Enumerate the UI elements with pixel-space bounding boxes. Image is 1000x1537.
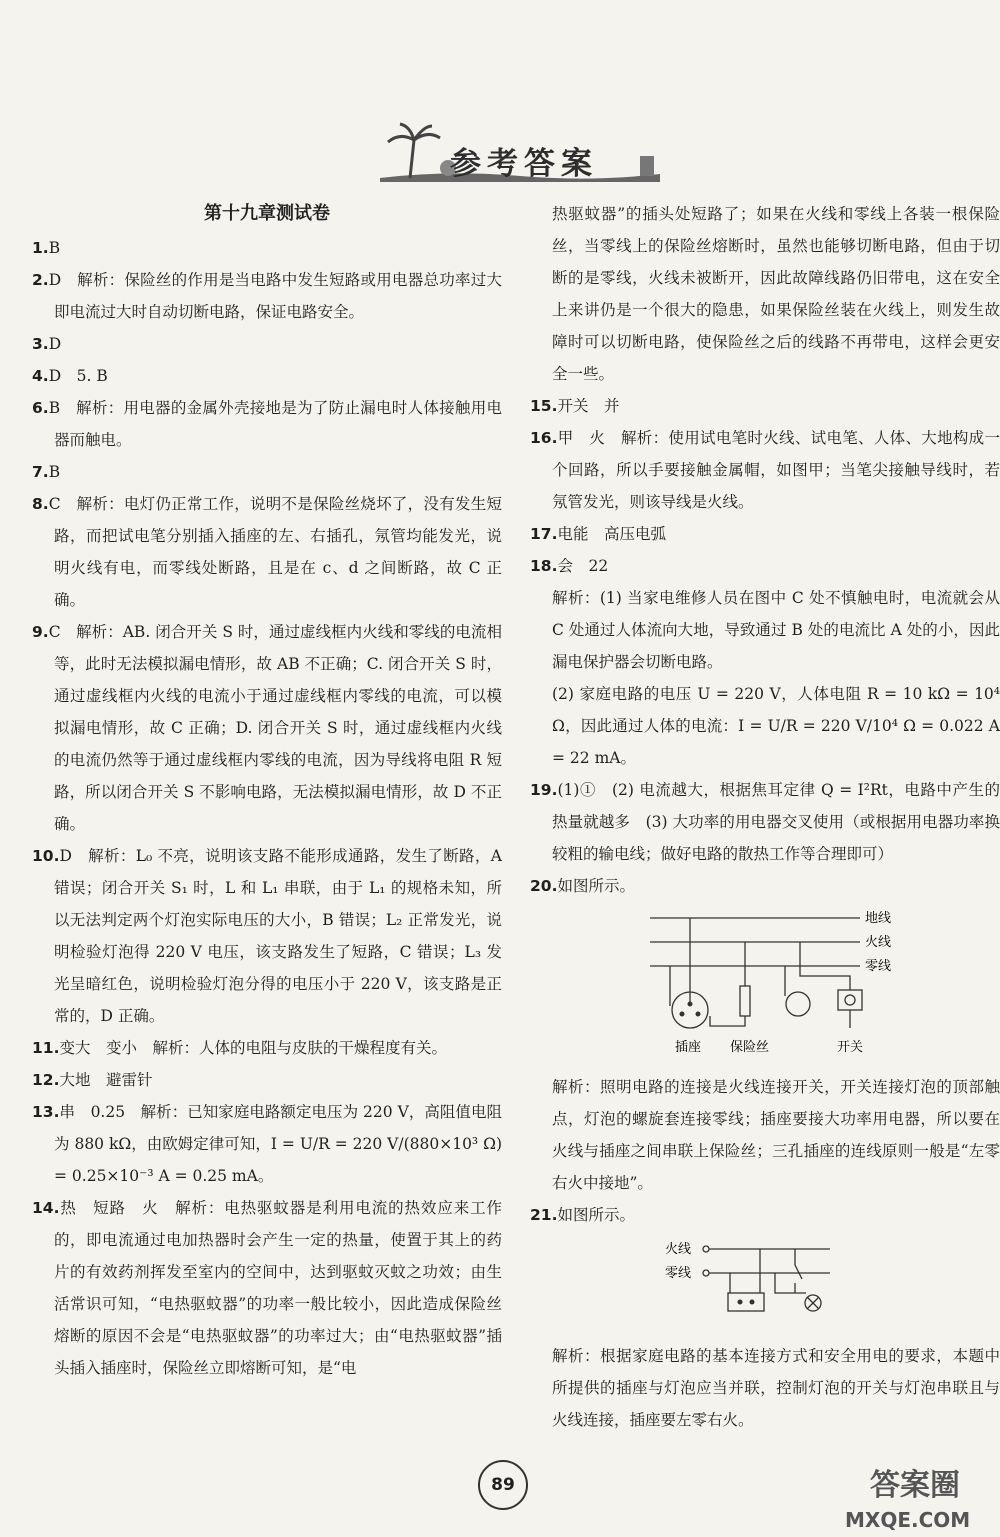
answer-text: D 解析：L₀ 不亮，说明该支路不能形成通路，发生了断路，A 错误；闭合开关 S₁ 时，L 和 L₁ 串联，由于 L₁ 的规格未知，所以无法判定两个灯泡实际电压的大小，B 错误；L₂ 正常发光，说明检验灯泡得 220 V 电压，该支路发生了短路，C 错误；L₃ 发光呈暗红色，说明检验灯泡分得的电压小于 220 V，该支路是正常的，D 正确。	[54, 847, 502, 1025]
answer-text: C 解析：电灯仍正常工作，说明不是保险丝烧坏了，没有发生短路，而把试电笔分别插入插座的左、右插孔，氖管均能发光，说明火线有电，而零线处断路，且是在 c、d 之间断路，故 C 正确。	[48, 495, 502, 609]
q18-analysis-1: 解析：(1) 当家电维修人员在图中 C 处不慎触电时，电流就会从 C 处通过人体流向大地，导致通过 B 处的电流比 A 处的小，因此漏电保护器会切断电路。	[552, 589, 1000, 671]
question-number: 11.	[32, 1039, 60, 1057]
question-number: 15.	[530, 397, 558, 415]
label-live-wire-21: 火线	[665, 1242, 692, 1257]
answer-text: 热 短路 火 解析：电热驱蚊器是利用电流的热效应来工作的，即电流通过电加热器时会产生一定的热量，使置于其上的药片的有效药剂挥发至室内的空间中，达到驱蚊灭蚊之功效；由生活常识可知，“电热驱蚊器”的功率一般比较小，因此造成保险丝熔断的原因不会是“电热驱蚊器”的功率过大；由“电热驱蚊器”插头插入插座时，保险丝立即熔断可知，是“电	[54, 1199, 502, 1377]
answer-text: D	[48, 335, 62, 353]
answer-text: 会 22	[557, 557, 609, 575]
page-title: 参考答案	[450, 146, 598, 182]
right-answer-item	[530, 390, 1000, 422]
left-answer-item	[32, 488, 502, 616]
circuit-figure-20	[530, 906, 1000, 1056]
question-number: 18.	[530, 557, 558, 575]
label-switch: 开关	[837, 1040, 864, 1055]
left-answer-item	[32, 392, 502, 456]
left-answer-item	[32, 840, 502, 1032]
right-answer-item	[530, 422, 1000, 518]
answer-text: D 5. B	[48, 367, 108, 385]
left-column	[32, 198, 502, 1384]
answer-text: 变大 变小 解析：人体的电阻与皮肤的干燥程度有关。	[59, 1039, 447, 1057]
chapter-title: 第十九章测试卷	[204, 203, 330, 224]
q20-analysis: 解析：照明电路的连接是火线连接开关，开关连接灯泡的顶部触点，灯泡的螺旋套连接零线；插座要接大功率用电器，所以要在火线与插座之间串联上保险丝；三孔插座的连线原则一般是“左零右火中接地”。	[552, 1078, 1000, 1192]
answer-text: 串 0.25 解析：已知家庭电路额定电压为 220 V，高阻值电阻为 880 kΩ，由欧姆定律可知，I = U/R = 220 V/(880×10³ Ω) = 0.25×10⁻³ A = 0.25 mA。	[54, 1103, 502, 1185]
label-neutral-wire-21: 零线	[665, 1266, 692, 1281]
answer-text: C 解析：AB. 闭合开关 S 时，通过虚线框内火线和零线的电流相等，此时无法模拟漏电情形，故 AB 不正确；C. 闭合开关 S 时，通过虚线框内火线的电流小于通过虚线框内零线的电流，可以模拟漏电情形，故 C 正确；D. 闭合开关 S 时，通过虚线框内火线的电流仍然等于通过虚线框内零线的电流，因为导线将电阻 R 短路，所以闭合开关 S 不影响电路，无法模拟漏电情形，故 D 不正确。	[48, 623, 502, 833]
label-ground-wire: 地线	[865, 911, 892, 926]
page-number: 89	[478, 1460, 528, 1510]
question-number: 17.	[530, 525, 558, 543]
right-answer-item	[530, 518, 1000, 550]
left-answer-item	[32, 232, 502, 264]
palm-tree-icon	[388, 124, 440, 178]
question-number: 8.	[32, 495, 49, 513]
question-number: 7.	[32, 463, 49, 481]
circuit-figure-21	[530, 1235, 1000, 1325]
question-number: 2.	[32, 271, 49, 289]
answer-text: 甲 火 解析：使用试电笔时火线、试电笔、人体、大地构成一个回路，所以手要接触金属帽，如图甲；当笔尖接触导线时，若氖管发光，则该导线是火线。	[552, 429, 1000, 511]
left-answer-item	[32, 1096, 502, 1192]
left-answer-item	[32, 264, 502, 328]
answer-text: B	[48, 463, 61, 481]
answer-21: 21.如图所示。	[530, 1206, 635, 1224]
question-number: 10.	[32, 847, 60, 865]
label-live-wire: 火线	[865, 935, 892, 950]
answer-text: B 解析：用电器的金属外壳接地是为了防止漏电时人体接触用电器而触电。	[48, 399, 502, 449]
answer-text: 开关 并	[557, 397, 620, 415]
question-number: 13.	[32, 1103, 60, 1121]
answer-text: D 解析：保险丝的作用是当电路中发生短路或用电器总功率过大即电流过大时自动切断电路，保证电路安全。	[48, 271, 502, 321]
question-number: 1.	[32, 239, 49, 257]
left-answer-item	[32, 616, 502, 840]
answer-20: 20.如图所示。	[530, 877, 635, 895]
left-answer-item	[32, 1032, 502, 1064]
watermark-url: MXQE.COM	[845, 1508, 971, 1532]
right-answer-item	[530, 550, 1000, 582]
left-answer-item	[32, 328, 502, 360]
label-neutral-wire: 零线	[865, 959, 892, 974]
answer-text: 大地 避雷针	[59, 1071, 153, 1089]
q21-analysis: 解析：根据家庭电路的基本连接方式和安全用电的要求，本题中所提供的插座与灯泡应当并联，控制灯泡的开关与灯泡串联且与火线连接，插座要左零右火。	[552, 1347, 1000, 1429]
answer-text: 电能 高压电弧	[557, 525, 666, 543]
question-number: 14.	[32, 1199, 60, 1217]
left-answer-item	[32, 1192, 502, 1384]
continued-answer-14: 热驱蚊器”的插头处短路了；如果在火线和零线上各装一根保险丝，当零线上的保险丝熔断时，虽然也能够切断电路，但由于切断的是零线，火线未被断开，因此故障线路仍旧带电，这在安全上来讲仍是一个很大的隐患，如果保险丝装在火线上，则发生故障时可以切断电路，使保险丝之后的线路不再带电，这样会更安全一些。	[552, 205, 1000, 383]
answer-19: 19.(1)① (2) 电流越大，根据焦耳定律 Q = I²Rt，电路中产生的热量就越多 (3) 大功率的用电器交叉使用（或根据用电器功率换较粗的输电线；做好电路的散热工作等合理即可）	[530, 781, 1000, 863]
question-number: 16.	[530, 429, 558, 447]
right-column	[530, 198, 1000, 1436]
label-fuse: 保险丝	[730, 1040, 770, 1055]
question-number: 9.	[32, 623, 49, 641]
question-number: 12.	[32, 1071, 60, 1089]
left-answer-item	[32, 1064, 502, 1096]
question-number: 4.	[32, 367, 49, 385]
watermark-logo: 答案圈	[870, 1468, 960, 1503]
left-answer-item	[32, 360, 502, 392]
q18-analysis-2: (2) 家庭电路的电压 U = 220 V，人体电阻 R = 10 kΩ = 10⁴ Ω，因此通过人体的电流：I = U/R = 220 V/10⁴ Ω = 0.022 A = 22 mA。	[552, 685, 1000, 767]
question-number: 6.	[32, 399, 49, 417]
label-socket: 插座	[675, 1040, 702, 1055]
left-answer-item	[32, 456, 502, 488]
answer-list-right	[530, 390, 1000, 582]
answer-list-left	[32, 232, 502, 1384]
answer-text: B	[48, 239, 61, 257]
question-number: 3.	[32, 335, 49, 353]
